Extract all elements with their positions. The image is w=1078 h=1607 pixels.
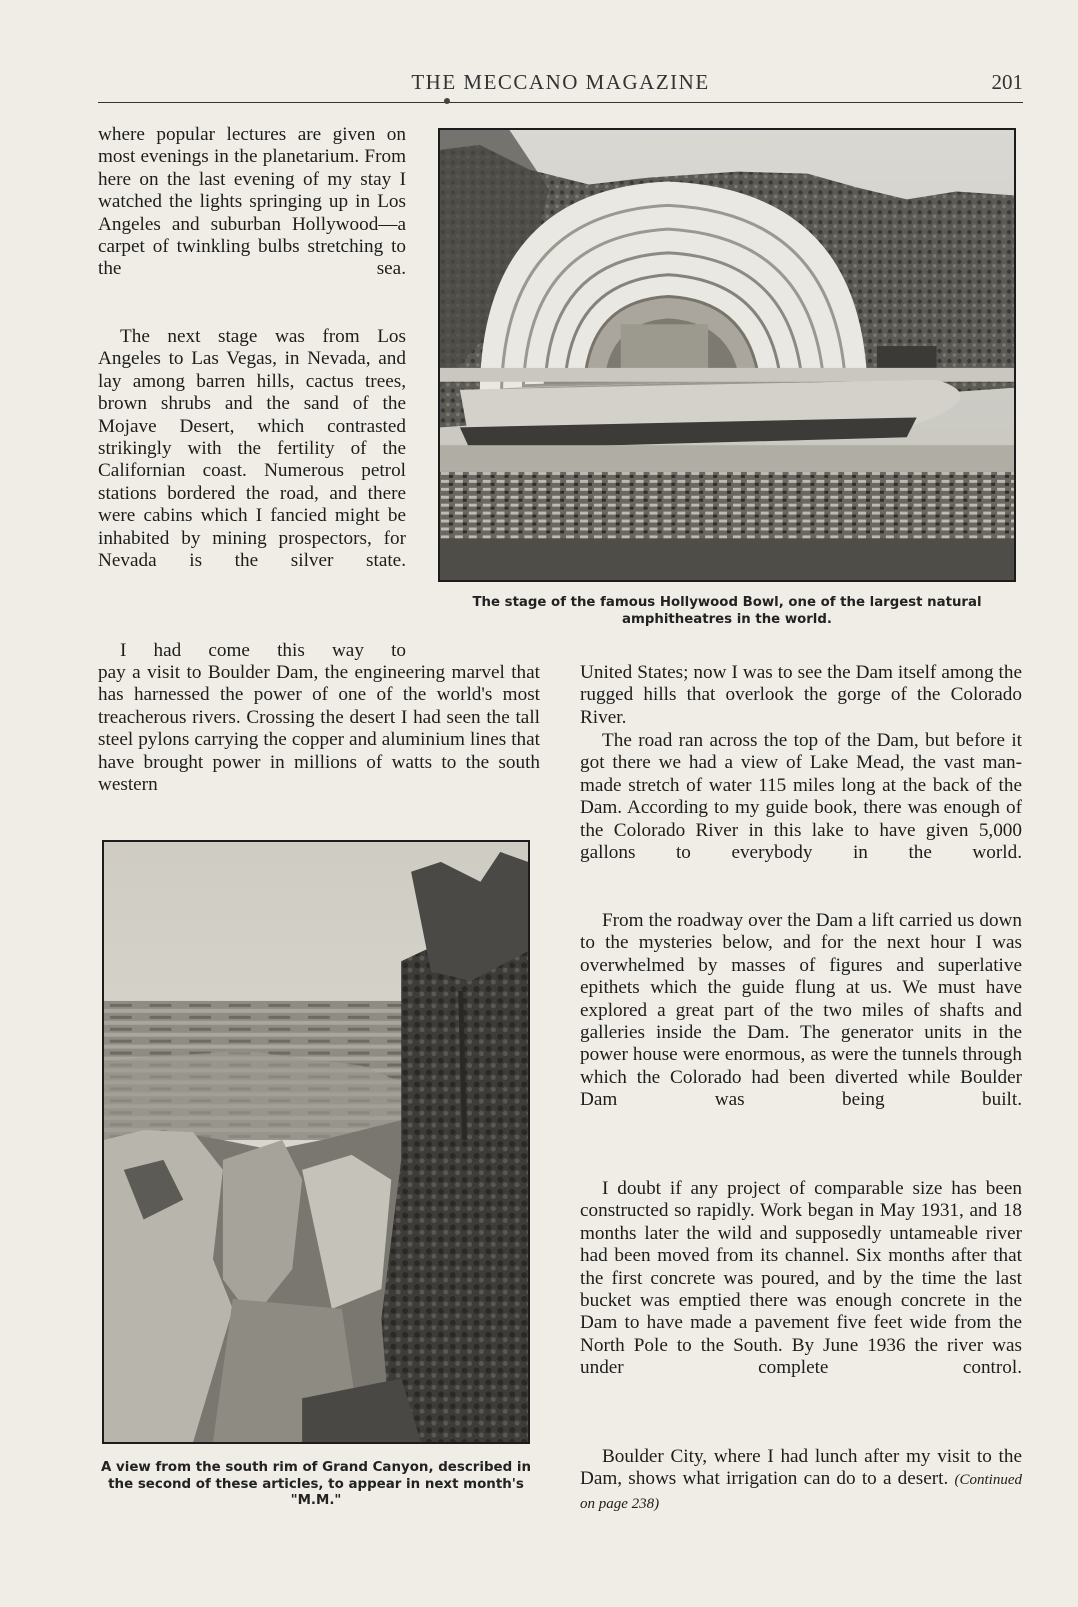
running-head: [98, 66, 1023, 103]
paragraph-lake-mead: The road ran across the top of the Dam, but before it got there we had a view of Lake Mead, the vast man-made stretch of water 115 miles long at the back of the Dam. According to my guide book, there was enough of the Colorado River in this lake to have given 5,000 gallons to everybody in the world.: [580, 730, 1022, 864]
paragraph-came-this-way: I had come this way to: [120, 640, 406, 661]
hollywood-bowl-illustration: [440, 130, 1014, 580]
paragraph-las-vegas: The next stage was from Los Angeles to Las Vegas, in Nevada, and lay among barren hills, cactus trees, brown shrubs and the sand of the Mojave Desert, which contrasted strikingly with the fertility of the Californian coast. Numerous petrol stations bordered the road, and there were cabins which I fancied might be inhabited by mining prospectors, for Nevada is the silver state.: [98, 326, 406, 572]
continuation-note: (Continued on page 238): [580, 1472, 1023, 1512]
paragraph-boulder-dam-visit: pay a visit to Boulder Dam, the engineering marvel that has harnessed the power of one of the world's most treacherous rivers. Crossing the desert I had seen the tall steel pylons carrying the copper and aluminium lines that have brought power in millions of watts to the south western: [98, 662, 540, 796]
grand-canyon-illustration: [104, 842, 528, 1442]
page-number: 201: [991, 70, 1023, 94]
journal-title: THE MECCANO MAGAZINE: [411, 70, 710, 94]
grand-canyon-photo: [102, 840, 530, 1444]
hollywood-bowl-photo: [438, 128, 1016, 582]
paragraph-lift: From the roadway over the Dam a lift carried us down to the mysteries below, and for the next hour I was overwhelmed by masses of figures and superlative epithets which the guide flung at us. We must have explored a great part of the two miles of shafts and galleries inside the Dam. The generator units in the power house were enormous, as were the tunnels through which the Colorado had been diverted while Boulder Dam was being built.: [580, 910, 1022, 1111]
grand-canyon-caption: A view from the south rim of Grand Canyon, described in the second of these articles, to appear in next month's "M.M.": [101, 1460, 531, 1508]
paragraph-planetarium: where popular lectures are given on most evenings in the planetarium. From here on the last evening of my stay I watched the lights springing up in Los Angeles and suburban Hollywood—a carpet of twinkling bulbs stretching to the sea.: [98, 124, 406, 280]
rule-ornament: [444, 98, 450, 104]
paragraph-construction: I doubt if any project of comparable size has been constructed so rapidly. Work began in May 1931, and 18 months later the wild and supposedly untameable river had been moved from its channel. Six months after that the first concrete was poured, and by the time the last bucket was emptied there was enough concrete in the Dam to have made a pavement five feet wide from the North Pole to the South. By June 1936 the river was under complete control.: [580, 1178, 1022, 1379]
boulder-city-text: Boulder City, where I had lunch after my visit to the Dam, shows what irrigation can do to a desert.: [580, 1446, 1022, 1490]
paragraph-boulder-city: [580, 1446, 1022, 1515]
paragraph-united-states: United States; now I was to see the Dam itself among the rugged hills that overlook the gorge of the Colorado River.: [580, 662, 1022, 728]
hollywood-bowl-caption: The stage of the famous Hollywood Bowl, one of the largest natural amphitheatres in the world.: [472, 595, 982, 627]
